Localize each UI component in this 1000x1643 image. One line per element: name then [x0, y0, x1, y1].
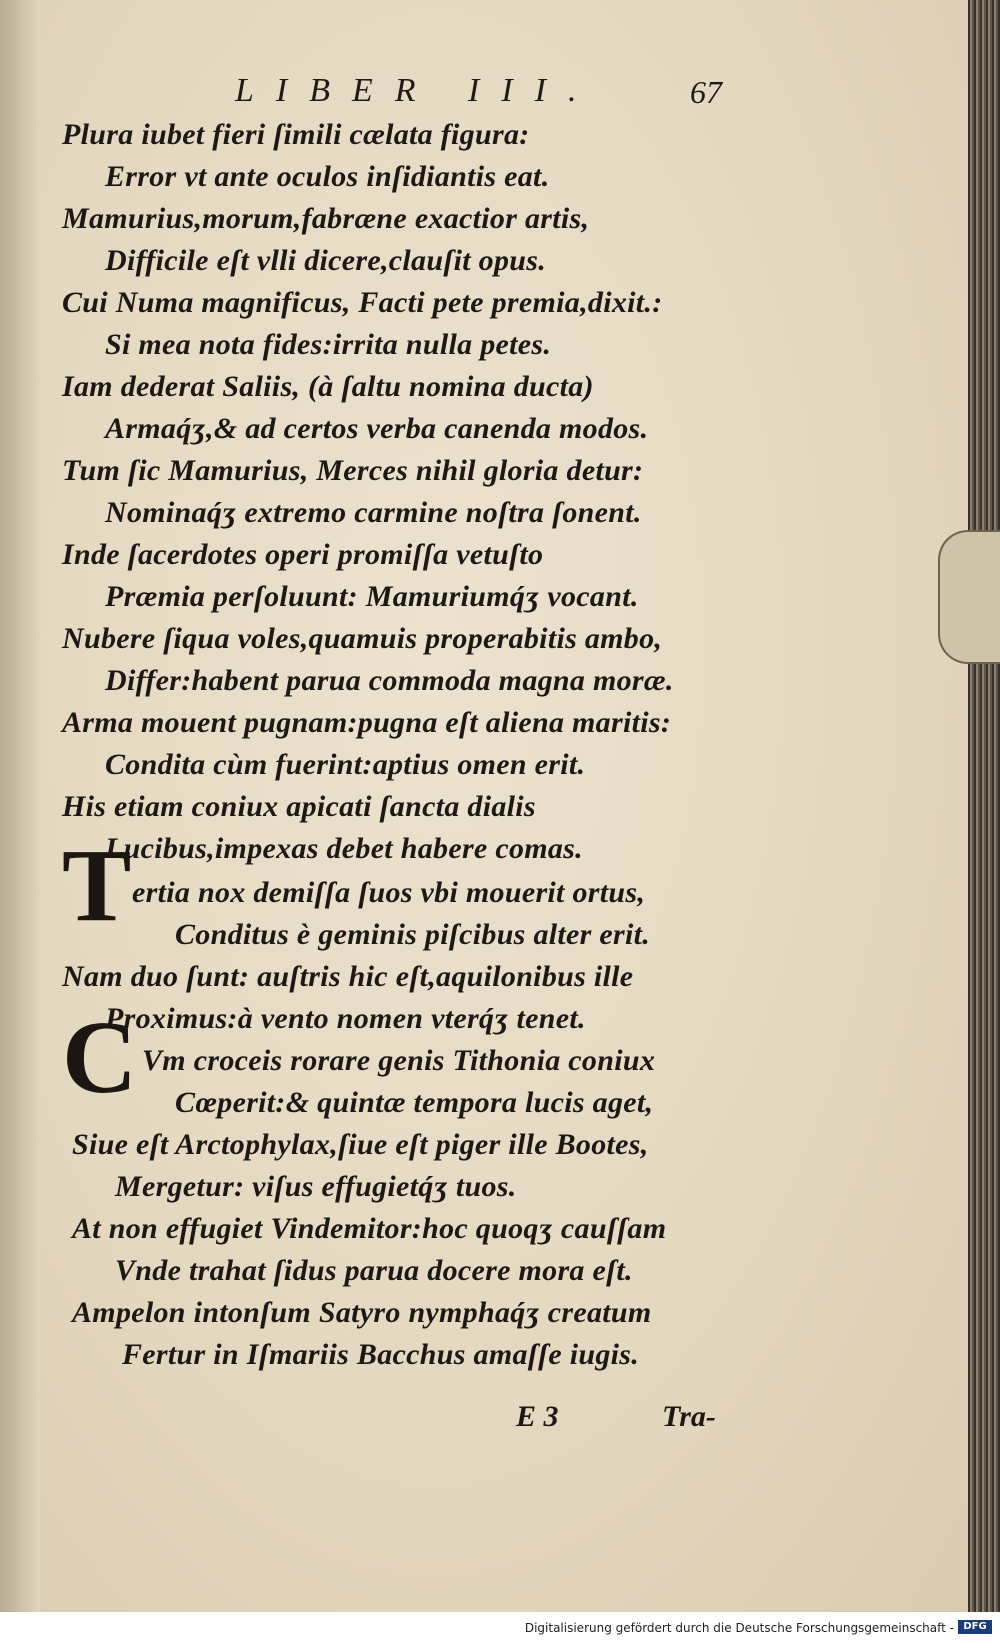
verse-line: Inde ſacerdotes operi promiſſa vetuſto: [62, 538, 544, 571]
verse-line: Proximus:à vento nomen vterq́ʒ tenet.: [105, 1002, 586, 1035]
verse-line: At non effugiet Vindemitor:hoc quoqʒ cauſſam: [72, 1212, 667, 1245]
footer-bar: [0, 1612, 1000, 1643]
drop-initial-t: T: [62, 828, 132, 943]
verse-line: Nominaq́ʒ extremo carmine noſtra ſonent.: [105, 496, 642, 529]
verse-line: His etiam coniux apicati ſancta dialis: [62, 790, 536, 823]
verse-line: Iam dederat Saliis, (à ſaltu nomina ducta): [62, 370, 594, 403]
catchword: Tra-: [662, 1400, 716, 1433]
verse-line: Nubere ſiqua voles,quamuis properabitis ambo,: [62, 622, 663, 655]
verse-line: Conditus è geminis piſcibus alter erit.: [175, 918, 651, 951]
page-number: 67: [690, 74, 722, 110]
verse-line: Nam duo ſunt: auſtris hic eſt,aquilonibus ille: [62, 960, 634, 993]
verse-line: Mergetur: viſus effugietq́ʒ tuos.: [115, 1170, 517, 1203]
verse-line: Præmia perſoluunt: Mamuriumq́ʒ vocant.: [105, 580, 639, 613]
verse-line: Si mea nota fides:irrita nulla petes.: [105, 328, 552, 361]
verse-line: Error vt ante oculos inſidiantis eat.: [105, 160, 550, 193]
verse-line: Lucibus,impexas debet habere comas.: [105, 832, 583, 865]
funding-credit: Digitalisierung gefördert durch die Deutsche Forschungsgemeinschaft -: [524, 1621, 954, 1635]
book-page-edges: [968, 0, 1000, 1612]
verse-line: Vnde trahat ſidus parua docere mora eſt.: [115, 1254, 633, 1287]
page-header: [0, 72, 968, 122]
signature-mark: E 3: [516, 1400, 559, 1433]
page-gutter-shadow: [0, 0, 40, 1612]
verse-line: Cœperit:& quintæ tempora lucis aget,: [175, 1086, 654, 1119]
book-clasp: [938, 530, 1000, 664]
drop-initial-c: C: [62, 1000, 138, 1115]
verse-line: Armaq́ʒ,& ad certos verba canenda modos.: [105, 412, 649, 445]
verse-line: Difficile eſt vlli dicere,clauſit opus.: [105, 244, 547, 277]
dfg-logo: DFG: [958, 1620, 992, 1634]
verse-line: Condita cùm fuerint:aptius omen erit.: [105, 748, 586, 781]
running-head: LIBER III.: [235, 72, 599, 109]
verse-line: Cui Numa magnificus, Facti pete premia,dixit.:: [62, 286, 663, 319]
verse-line: Arma mouent pugnam:pugna eſt aliena maritis:: [62, 706, 672, 739]
verse-line: Vm croceis rorare genis Tithonia coniux: [142, 1044, 656, 1077]
verse-line: Fertur in Iſmariis Bacchus amaſſe iugis.: [122, 1338, 640, 1371]
verse-line: Plura iubet fieri ſimili cælata figura:: [62, 118, 530, 151]
verse-line: Tum ſic Mamurius, Merces nihil gloria detur:: [62, 454, 644, 487]
verse-line: ertia nox demiſſa ſuos vbi mouerit ortus,: [132, 876, 646, 909]
verse-line: Ampelon intonſum Satyro nymphaq́ʒ creatum: [72, 1296, 652, 1329]
verse-line: Siue eſt Arctophylax,ſiue eſt piger ille Bootes,: [72, 1128, 649, 1161]
verse-line: Differ:habent parua commoda magna moræ.: [105, 664, 674, 697]
verse-line: Mamurius,morum,fabræne exactior artis,: [62, 202, 590, 235]
